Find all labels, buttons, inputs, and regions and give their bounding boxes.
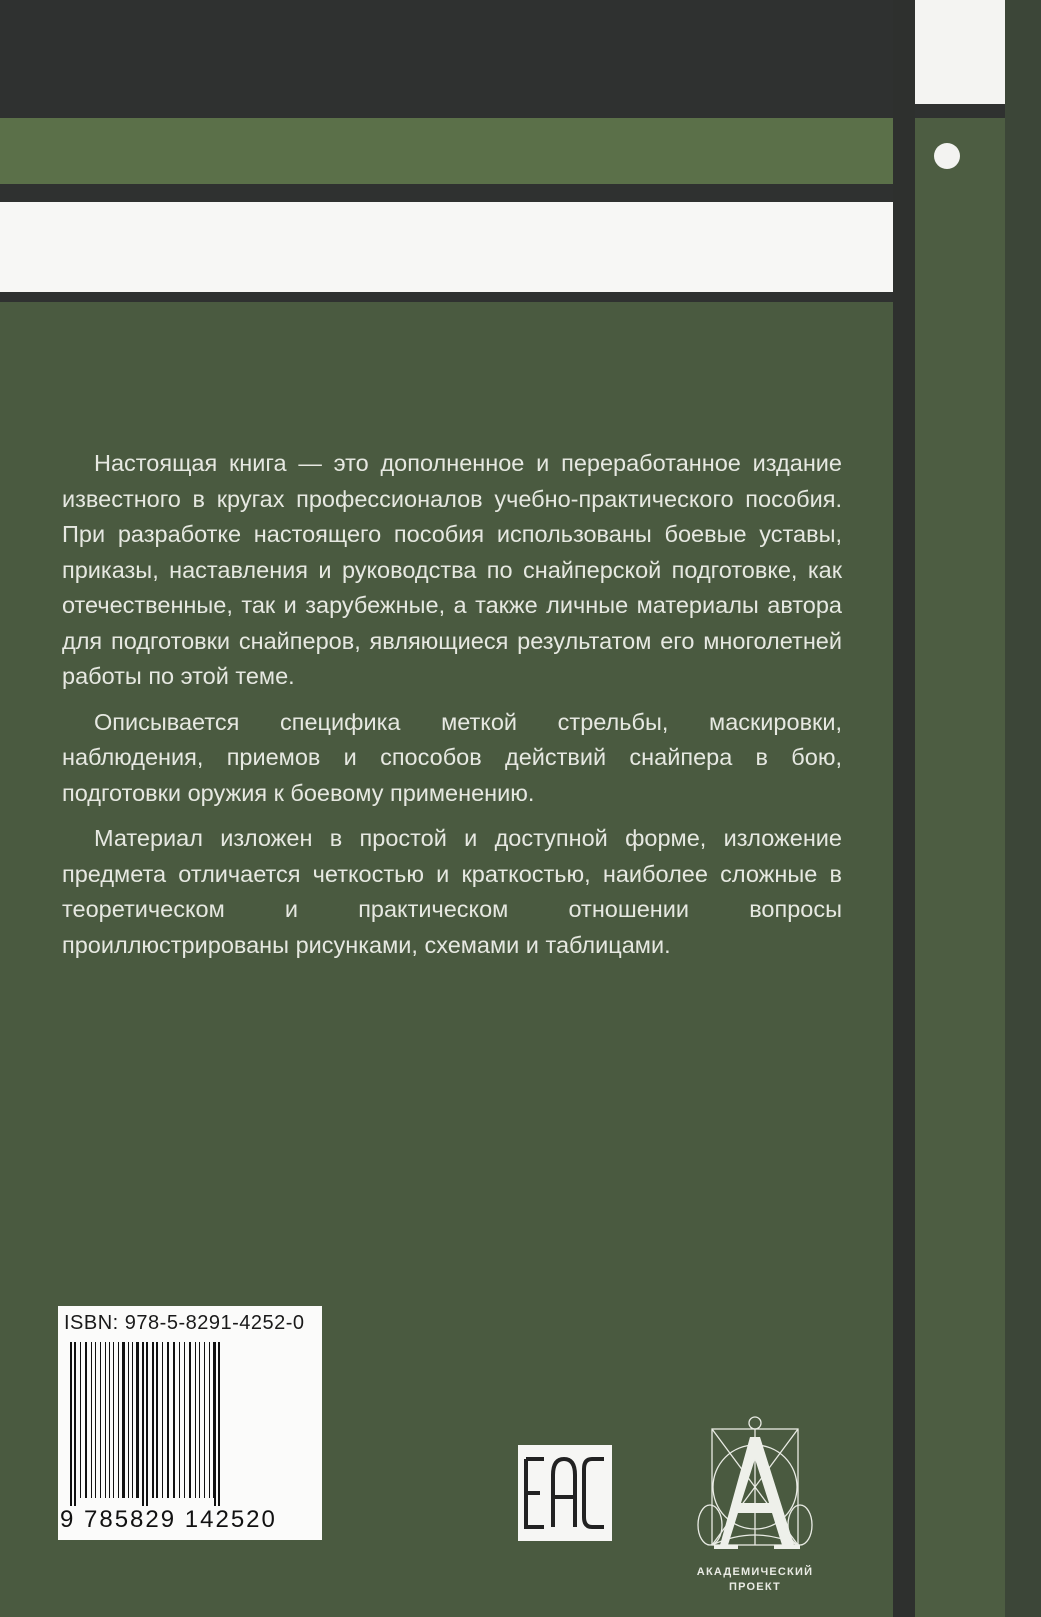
description-paragraph: Описывается специфика меткой стрельбы, маскировки, наблюдения, приемов и способов действий снайпера в бою, подготовки оружия к боевому применению. bbox=[62, 708, 842, 806]
isbn-text: ISBN: 978-5-8291-4252-0 bbox=[64, 1312, 305, 1334]
cover-edge bbox=[1005, 0, 1041, 1617]
description-paragraph: Материал изложен в простой и доступной форме, изложение предмета отличается четкостью и краткостью, наиболее сложные в теоретическом и практическом отношении вопросы проиллюстрированы рисунками, схемами и таблицами. bbox=[62, 825, 842, 958]
ean-digits: 9 785829 142520 bbox=[60, 1506, 277, 1533]
spine-green-column bbox=[915, 118, 1005, 1617]
barcode-label bbox=[58, 1306, 322, 1540]
letter-a-logo-icon bbox=[690, 1415, 820, 1565]
white-stripe bbox=[0, 202, 893, 292]
book-description bbox=[62, 446, 842, 973]
description-paragraph: Настоящая книга — это дополненное и переработанное издание известного в кругах профессионалов учебно-практического пособия. При разработке настоящего пособия использованы боевые уставы, приказы, наставления и руководства по снайперской подготовке, как отечественные, так и зарубежные, а также личные материалы автора для подготовки снайперов, являющиеся результатом его многолетней работы по этой теме. bbox=[62, 450, 842, 689]
spine-dark-divider bbox=[915, 104, 1005, 118]
publisher-name-line2: ПРОЕКТ bbox=[729, 1581, 781, 1593]
publisher-name bbox=[690, 1565, 820, 1595]
green-stripe bbox=[0, 118, 893, 184]
barcode-icon bbox=[66, 1342, 314, 1506]
spine-white-block bbox=[915, 0, 1005, 104]
dark-divider bbox=[0, 184, 893, 202]
white-dot-icon bbox=[934, 143, 960, 169]
eac-mark-icon bbox=[518, 1445, 612, 1541]
dark-divider-lower bbox=[0, 292, 893, 302]
publisher-name-line1: АКАДЕМИЧЕСКИЙ bbox=[696, 1566, 814, 1578]
top-dark-band bbox=[0, 0, 1041, 118]
publisher-logo bbox=[690, 1415, 820, 1605]
spine-dark-bar bbox=[893, 0, 915, 1617]
